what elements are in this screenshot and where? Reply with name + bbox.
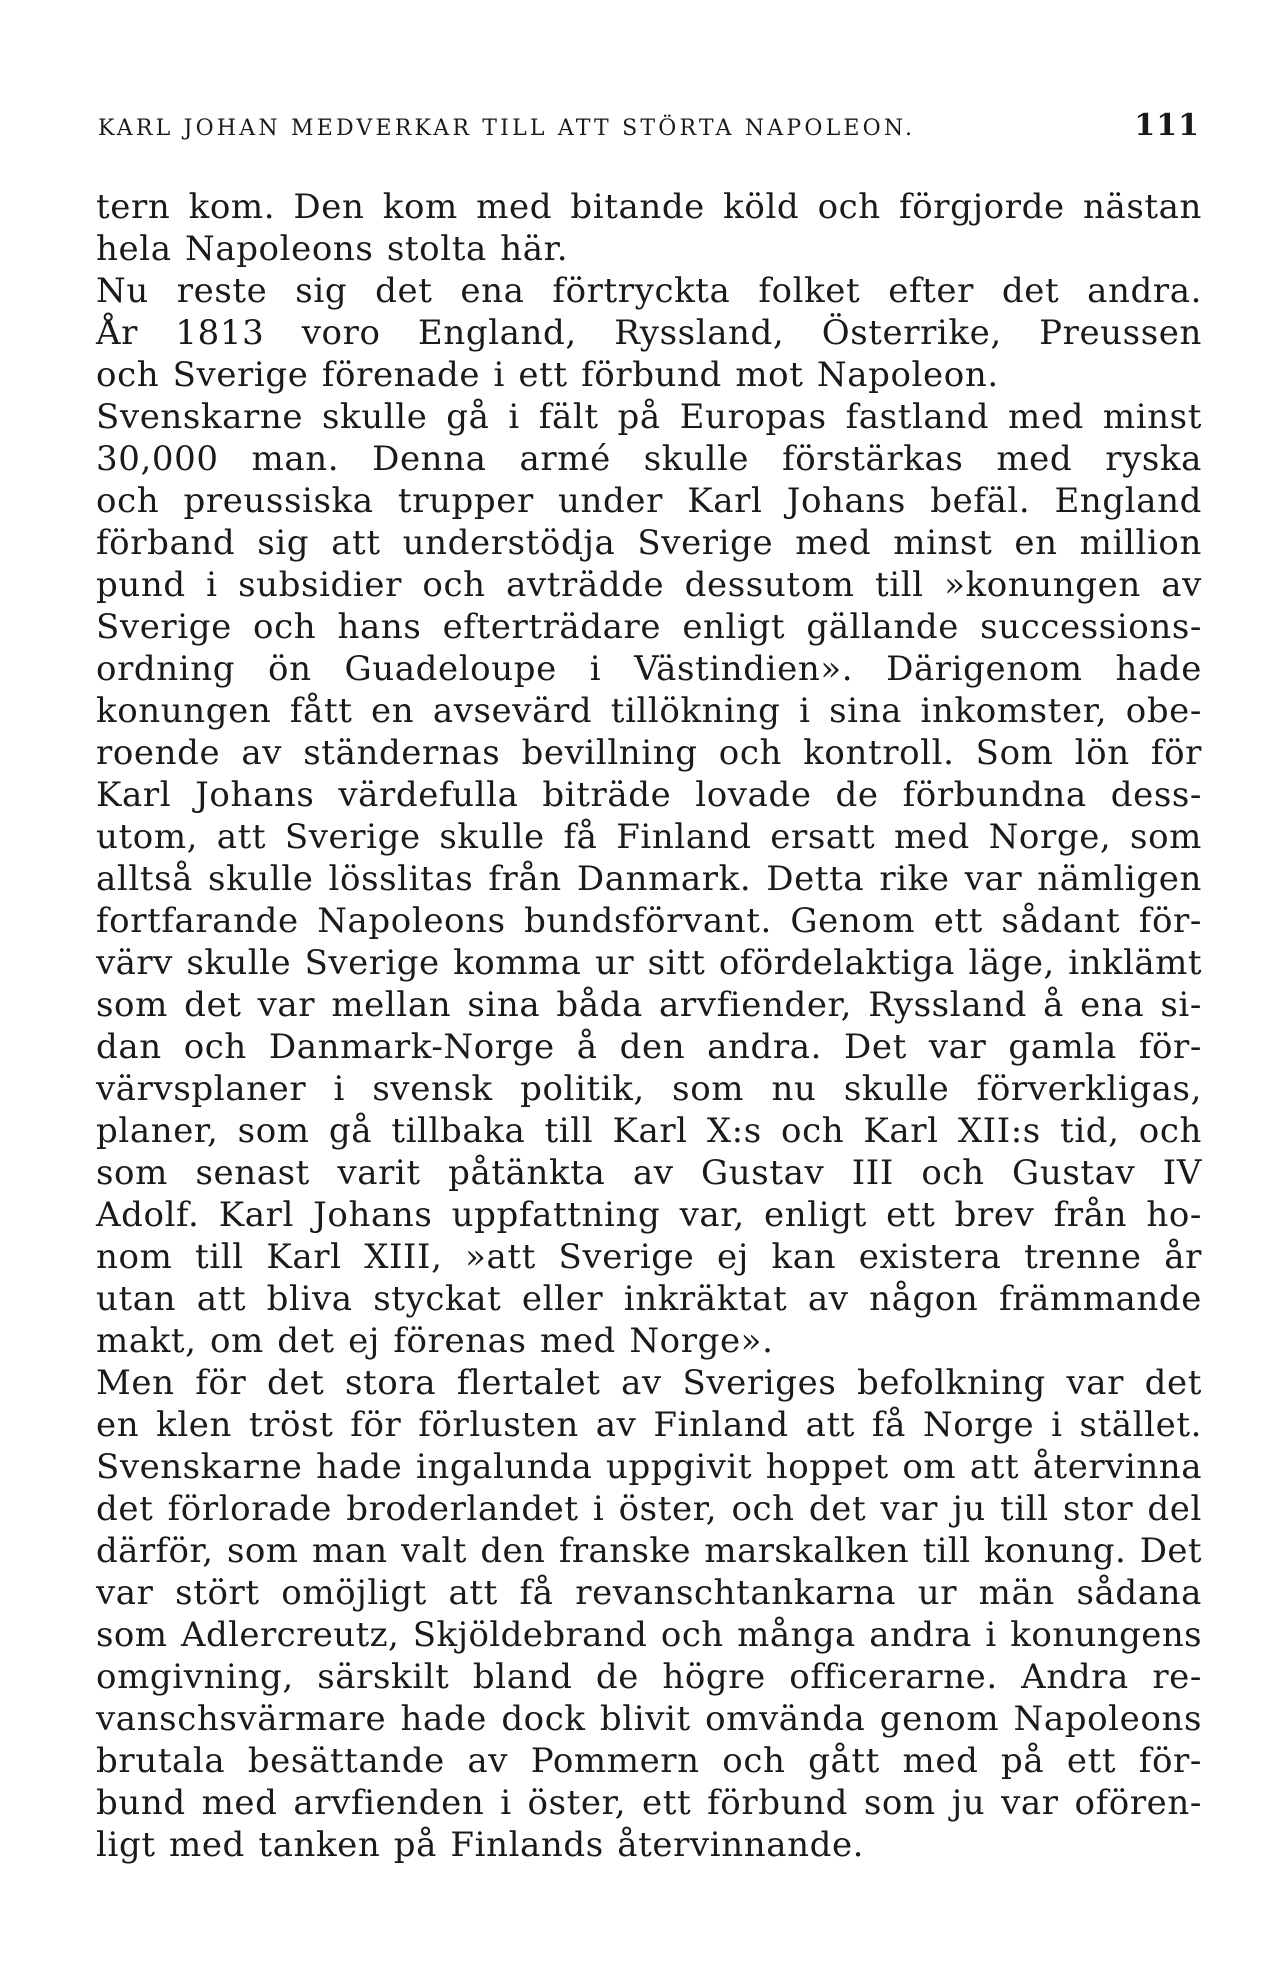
text-line: Nu reste sig det ena förtryckta folket efter det andra. [96,271,1202,311]
text-line: och preussiska trupper under Karl Johans befäl. England [96,481,1202,521]
text-line: 30,000 man. Denna armé skulle förstärkas med ryska [96,439,1202,479]
text-line: omgivning, särskilt bland de högre officerarne. Andra re- [96,1657,1202,1697]
text-line: utan att bliva styckat eller inkräktat av någon främmande [96,1279,1202,1319]
text-line: och Sverige förenade i ett förbund mot Napoleon. [96,355,999,395]
text-line: en klen tröst för förlusten av Finland att få Norge i stället. [96,1405,1202,1445]
text-line: pund i subsidier och avträdde dessutom till »konungen av [96,565,1202,605]
text-line: värvsplaner i svensk politik, som nu skulle förverkligas, [96,1069,1202,1109]
text-line: ligt med tanken på Finlands återvinnande. [96,1825,865,1865]
text-line: därför, som man valt den franske marskalken till konung. Det [96,1531,1202,1571]
text-line: värv skulle Sverige komma ur sitt ofördelaktiga läge, inklämt [96,943,1202,983]
text-line: planer, som gå tillbaka till Karl X:s och Karl XII:s tid, och [96,1111,1202,1151]
text-line: bund med arvfienden i öster, ett förbund som ju var ofören- [96,1783,1202,1823]
text-line: det förlorade broderlandet i öster, och det var ju till stor del [96,1489,1202,1529]
text-line: som det var mellan sina båda arvfiender, Ryssland å ena si- [96,985,1202,1025]
running-head [98,108,1200,148]
text-line: brutala besättande av Pommern och gått med på ett för- [96,1741,1202,1781]
text-line: Adolf. Karl Johans uppfattning var, enligt ett brev från ho- [96,1195,1202,1235]
text-line: vanschsvärmare hade dock blivit omvända genom Napoleons [96,1699,1202,1739]
page-number: 111 [1134,108,1200,143]
text-line: ordning ön Guadeloupe i Västindien». Därigenom hade [96,649,1202,689]
text-line: Sverige och hans efterträdare enligt gällande successions- [96,607,1202,647]
text-line: alltså skulle lösslitas från Danmark. Detta rike var nämligen [96,859,1202,899]
text-line: hela Napoleons stolta här. [96,229,569,269]
text-line: Svenskarne skulle gå i fält på Europas fastland med minst [96,397,1202,437]
text-line: nom till Karl XIII, »att Sverige ej kan existera trenne år [96,1237,1202,1277]
text-line: förband sig att understödja Sverige med minst en million [96,523,1202,563]
text-line: var stört omöjligt att få revanschtankarna ur män sådana [96,1573,1202,1613]
text-line: fortfarande Napoleons bundsförvant. Genom ett sådant för- [96,901,1202,941]
text-line: Men för det stora flertalet av Sveriges befolkning var det [96,1363,1202,1403]
text-line: roende av ständernas bevillning och kontroll. Som lön för [96,733,1202,773]
text-line: Karl Johans värdefulla biträde lovade de förbundna dess- [96,775,1202,815]
body-text [96,186,1202,1866]
text-line: som senast varit påtänkta av Gustav III och Gustav IV [96,1153,1202,1193]
running-title: KARL JOHAN MEDVERKAR TILL ATT STÖRTA NAPOLEON. [98,116,916,141]
text-line: utom, att Sverige skulle få Finland ersatt med Norge, som [96,817,1202,857]
text-line: som Adlercreutz, Skjöldebrand och många andra i konungens [96,1615,1202,1655]
text-line: konungen fått en avsevärd tillökning i sina inkomster, obe- [96,691,1202,731]
text-line: tern kom. Den kom med bitande köld och förgjorde nästan [96,187,1202,227]
text-line: makt, om det ej förenas med Norge». [96,1321,774,1361]
text-line: År 1813 voro England, Ryssland, Österrike, Preussen [96,313,1202,353]
text-line: dan och Danmark-Norge å den andra. Det var gamla för- [96,1027,1202,1067]
text-line: Svenskarne hade ingalunda uppgivit hoppet om att återvinna [96,1447,1202,1487]
